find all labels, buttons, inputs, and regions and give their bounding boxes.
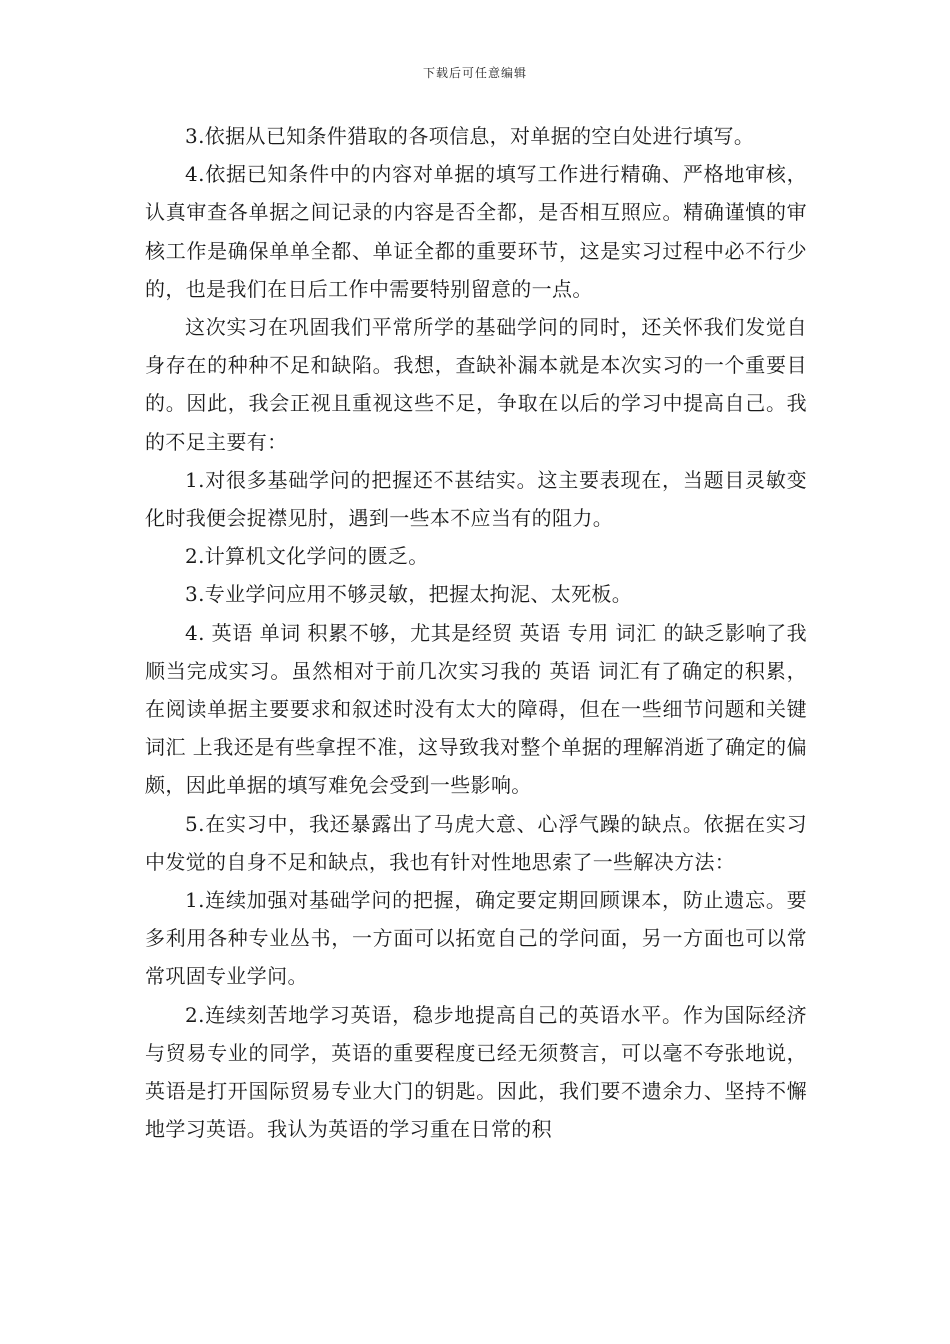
paragraph-shortcoming-4: 4. 英语 单词 积累不够，尤其是经贸 英语 专用 词汇 的缺乏影响了我顺当完成实习。虽然相对于前几次实习我的 英语 词汇有了确定的积累，在阅读单据主要要求和叙述时没有太大的障碍，但在一些细节问题和关键 词汇 上我还是有些拿捏不准，这导致我对整个单据的理解消逝了确定的偏颇，因此单据的填写难免会受到一些影响。 [145, 620, 807, 798]
page-header: 下载后可任意编辑 [422, 66, 527, 80]
document-body [145, 117, 807, 1148]
paragraph-step-3: 3.依据从已知条件猎取的各项信息，对单据的空白处进行填写。 [185, 124, 755, 148]
paragraph-solution-1: 1.连续加强对基础学问的把握，确定要定期回顾课本，防止遗忘。要多利用各种专业丛书，一方面可以拓宽自己的学问面，另一方面也可以常常巩固专业学问。 [145, 888, 807, 989]
paragraph-shortcoming-5: 5.在实习中，我还暴露出了马虎大意、心浮气躁的缺点。依据在实习中发觉的自身不足和缺点，我也有针对性地思索了一些解决方法： [145, 811, 807, 874]
paragraph-shortcoming-3: 3.专业学问应用不够灵敏，把握太拘泥、太死板。 [185, 582, 633, 607]
paragraph-shortcoming-1: 1.对很多基础学问的把握还不甚结实。这主要表现在，当题目灵敏变化时我便会捉襟见肘，遇到一些本不应当有的阻力。 [145, 467, 807, 531]
paragraph-reflection: 这次实习在巩固我们平常所学的基础学问的同时，还关怀我们发觉自身存在的种种不足和缺陷。我想，查缺补漏本就是本次实习的一个重要目的。因此，我会正视且重视这些不足，争取在以后的学习中提高自己。我的不足主要有： [145, 315, 807, 454]
paragraph-solution-2: 2.连续刻苦地学习英语，稳步地提高自己的英语水平。作为国际经济与贸易专业的同学，英语的重要程度已经无须赘言，可以毫不夸张地说，英语是打开国际贸易专业大门的钥匙。因此，我们要不遗余力、坚持不懈地学习英语。我认为英语的学习重在日常的积 [145, 1002, 807, 1142]
paragraph-shortcoming-2: 2.计算机文化学问的匮乏。 [185, 544, 429, 569]
paragraph-step-4: 4.依据已知条件中的内容对单据的填写工作进行精确、严格地审核，认真审查各单据之间记录的内容是否全都，是否相互照应。精确谨慎的审核工作是确保单单全都、单证全都的重要环节，这是实习过程中必不行少的，也是我们在日后工作中需要特别留意的一点。 [145, 162, 807, 301]
